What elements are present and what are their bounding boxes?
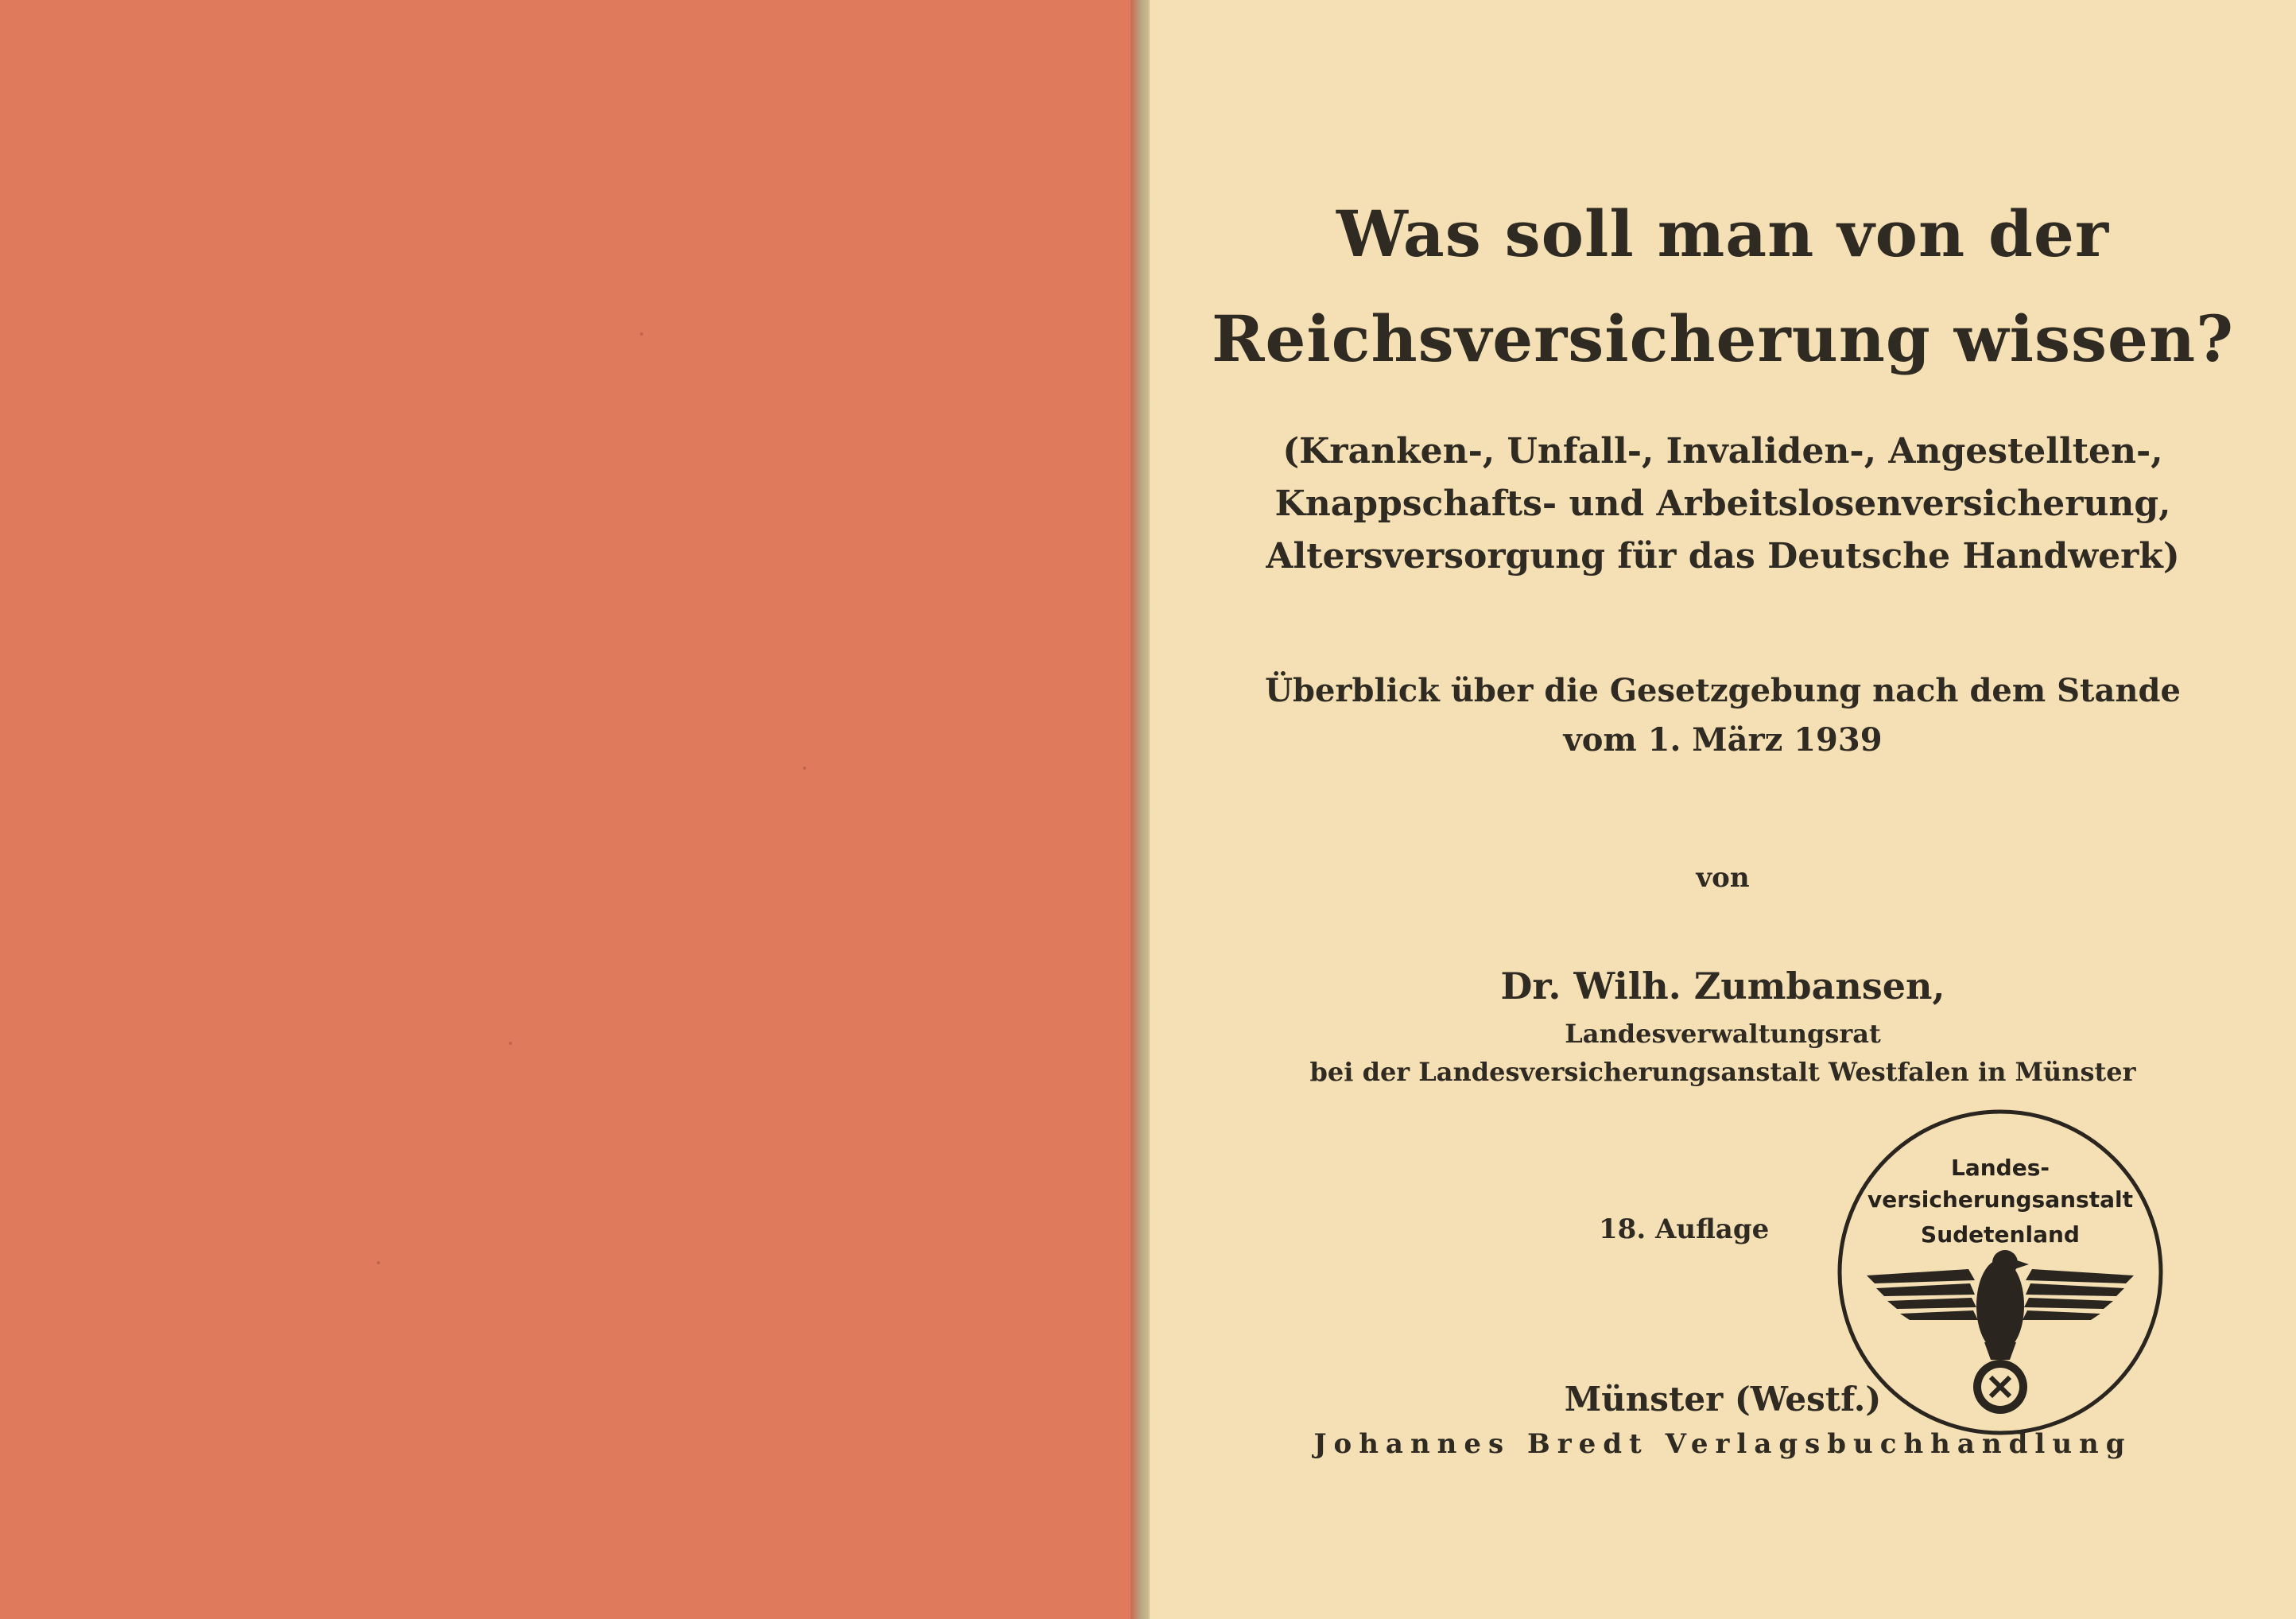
paper-speck (377, 1261, 380, 1264)
overview-line-2: vom 1. März 1939 (1563, 721, 1883, 759)
subtitle-line-3: Altersversorgung für das Deutsche Handwerk) (1266, 536, 2180, 577)
endpaper-left-page (0, 0, 1138, 1619)
paper-speck (509, 1042, 512, 1045)
book-subtitle (1150, 425, 2296, 583)
author-name: Dr. Wilh. Zumbansen, (1500, 965, 1945, 1008)
paper-speck (640, 332, 643, 336)
position-line-1: Landesverwaltungsrat (1565, 1019, 1881, 1049)
stamp-line-2: versicherungsanstalt (1867, 1186, 2133, 1213)
publication-city: Münster (Westf.) (1564, 1380, 1882, 1419)
eagle-emblem-icon (1867, 1250, 2134, 1360)
title-line-2: Reichsversicherung wissen? (1212, 301, 2234, 376)
author-position (1150, 1015, 2296, 1091)
legislation-overview (1150, 666, 2296, 765)
publisher-name: Johannes Bredt Verlagsbuchhandlung (1313, 1428, 2132, 1460)
stamp-line-1: Landes- (1951, 1155, 2050, 1181)
paper-speck (803, 767, 806, 770)
position-line-2: bei der Landesversicherungsanstalt Westfalen in Münster (1309, 1057, 2136, 1087)
stamp-line-3: Sudetenland (1921, 1221, 2080, 1248)
by-label: von (1696, 862, 1750, 894)
book-title (1150, 181, 2296, 391)
title-line-1: Was soll man von der (1336, 196, 2109, 271)
edition-label: 18. Auflage (1599, 1213, 1770, 1245)
subtitle-line-1: (Kranken-, Unfall-, Invaliden-, Angestellten-, (1282, 431, 2163, 472)
title-page (1150, 0, 2296, 1619)
subtitle-line-2: Knappschafts- und Arbeitslosenversicherung, (1274, 483, 2171, 524)
overview-line-1: Überblick über die Gesetzgebung nach dem Stande (1265, 672, 2181, 709)
